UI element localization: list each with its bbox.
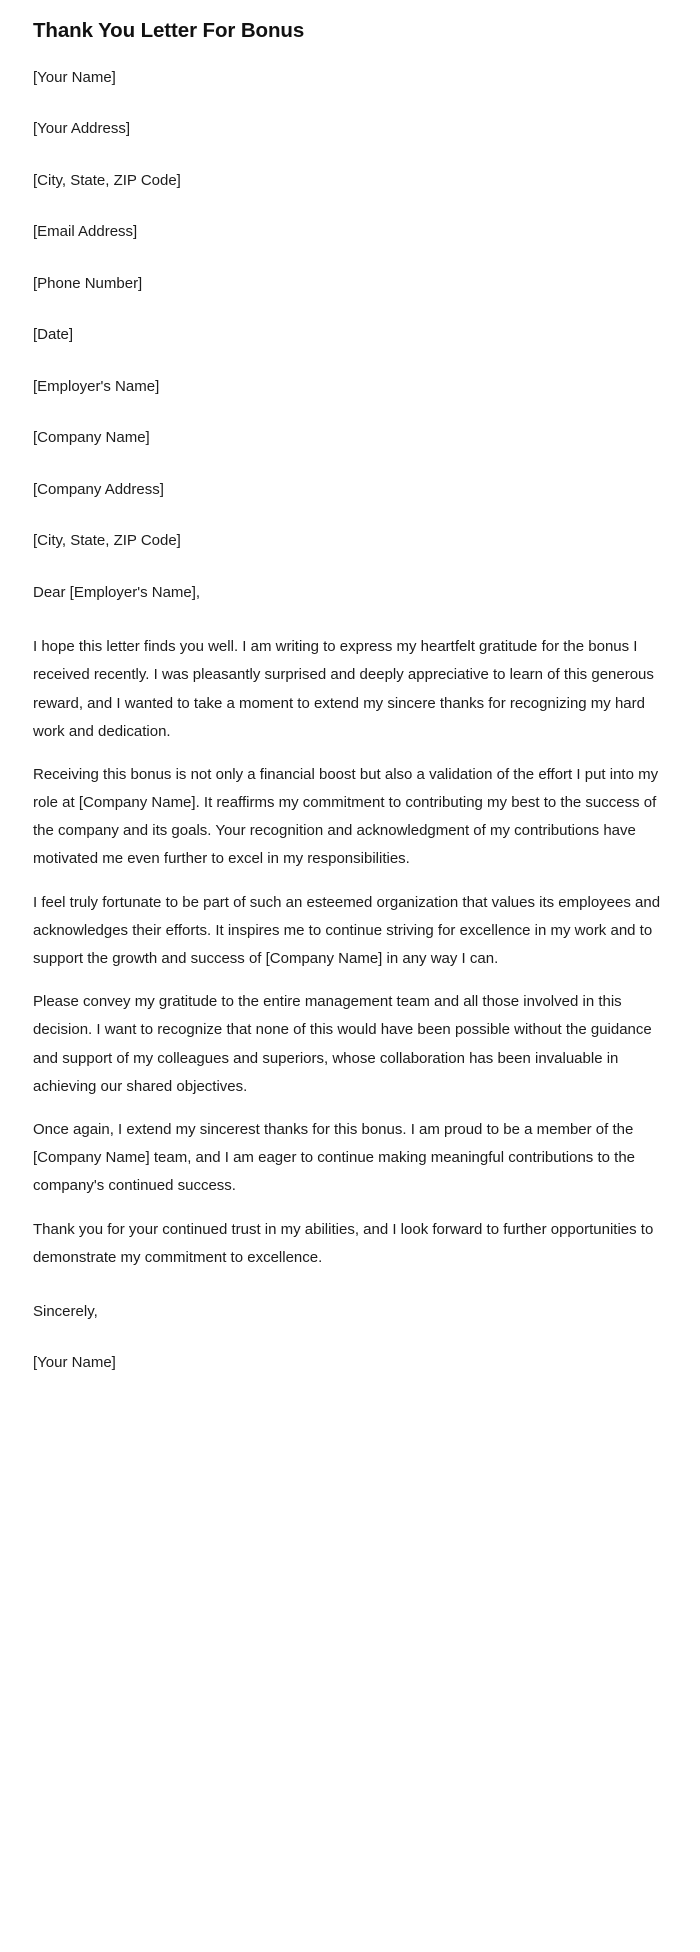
signature: [Your Name] xyxy=(33,1354,116,1372)
left-accent-bar xyxy=(0,0,5,1405)
body-paragraph-6: Thank you for your continued trust in my abilities, and I look forward to further opportunities to demonstrate my commitment to excellence. xyxy=(33,1220,654,1266)
sender-line-email: [Email Address] xyxy=(33,223,138,241)
recipient-line-name: [Employer's Name] xyxy=(33,377,160,395)
body-paragraph-1: I hope this letter finds you well. I am writing to express my heartfelt gratitude for the bonus I received recently. I was pleasantly surprised and deeply appreciative to learn of this generous reward, and I wanted to take a moment to extend my sincere thanks for recognizing my hard work and dedication. xyxy=(33,638,654,740)
sender-line-city: [City, State, ZIP Code] xyxy=(33,171,181,189)
sender-line-name: [Your Name] xyxy=(33,68,116,86)
page-title: Thank You Letter For Bonus xyxy=(33,19,305,42)
body-paragraph-3: I feel truly fortunate to be part of such an esteemed organization that values its employees and acknowledges their efforts. It inspires me to continue striving for excellence in my work and to support the growth and success of [Company Name] in any way I can. xyxy=(33,893,661,968)
sender-line-address: [Your Address] xyxy=(33,120,131,138)
recipient-line-city: [City, State, ZIP Code] xyxy=(33,532,181,550)
recipient-line-company: [Company Name] xyxy=(33,429,150,447)
body-paragraph-2: Receiving this bonus is not only a financial boost but also a validation of the effort I put into my role at [Company Name]. It reaffirms my commitment to contributing my best to the success of the company and its goals. Your recognition and acknowledgment of my contributions have motivated me even further to excel in my responsibilities. xyxy=(33,765,659,868)
recipient-line-company-address: [Company Address] xyxy=(33,480,164,498)
body-paragraph-4: Please convey my gratitude to the entire management team and all those involved in this decision. I want to recognize that none of this would have been possible without the guidance and support of my colleagues and superiors, whose collaboration has been invaluable in achieving our shared objectives. xyxy=(33,993,652,1095)
sender-line-date: [Date] xyxy=(33,326,74,344)
closing: Sincerely, xyxy=(33,1302,98,1320)
body-paragraph-5: Once again, I extend my sincerest thanks for this bonus. I am proud to be a member of the [Company Name] team, and I am eager to continue making meaningful contributions to the company's continued success. xyxy=(33,1120,635,1195)
salutation: Dear [Employer's Name], xyxy=(33,583,201,601)
sender-line-phone: [Phone Number] xyxy=(33,274,143,292)
